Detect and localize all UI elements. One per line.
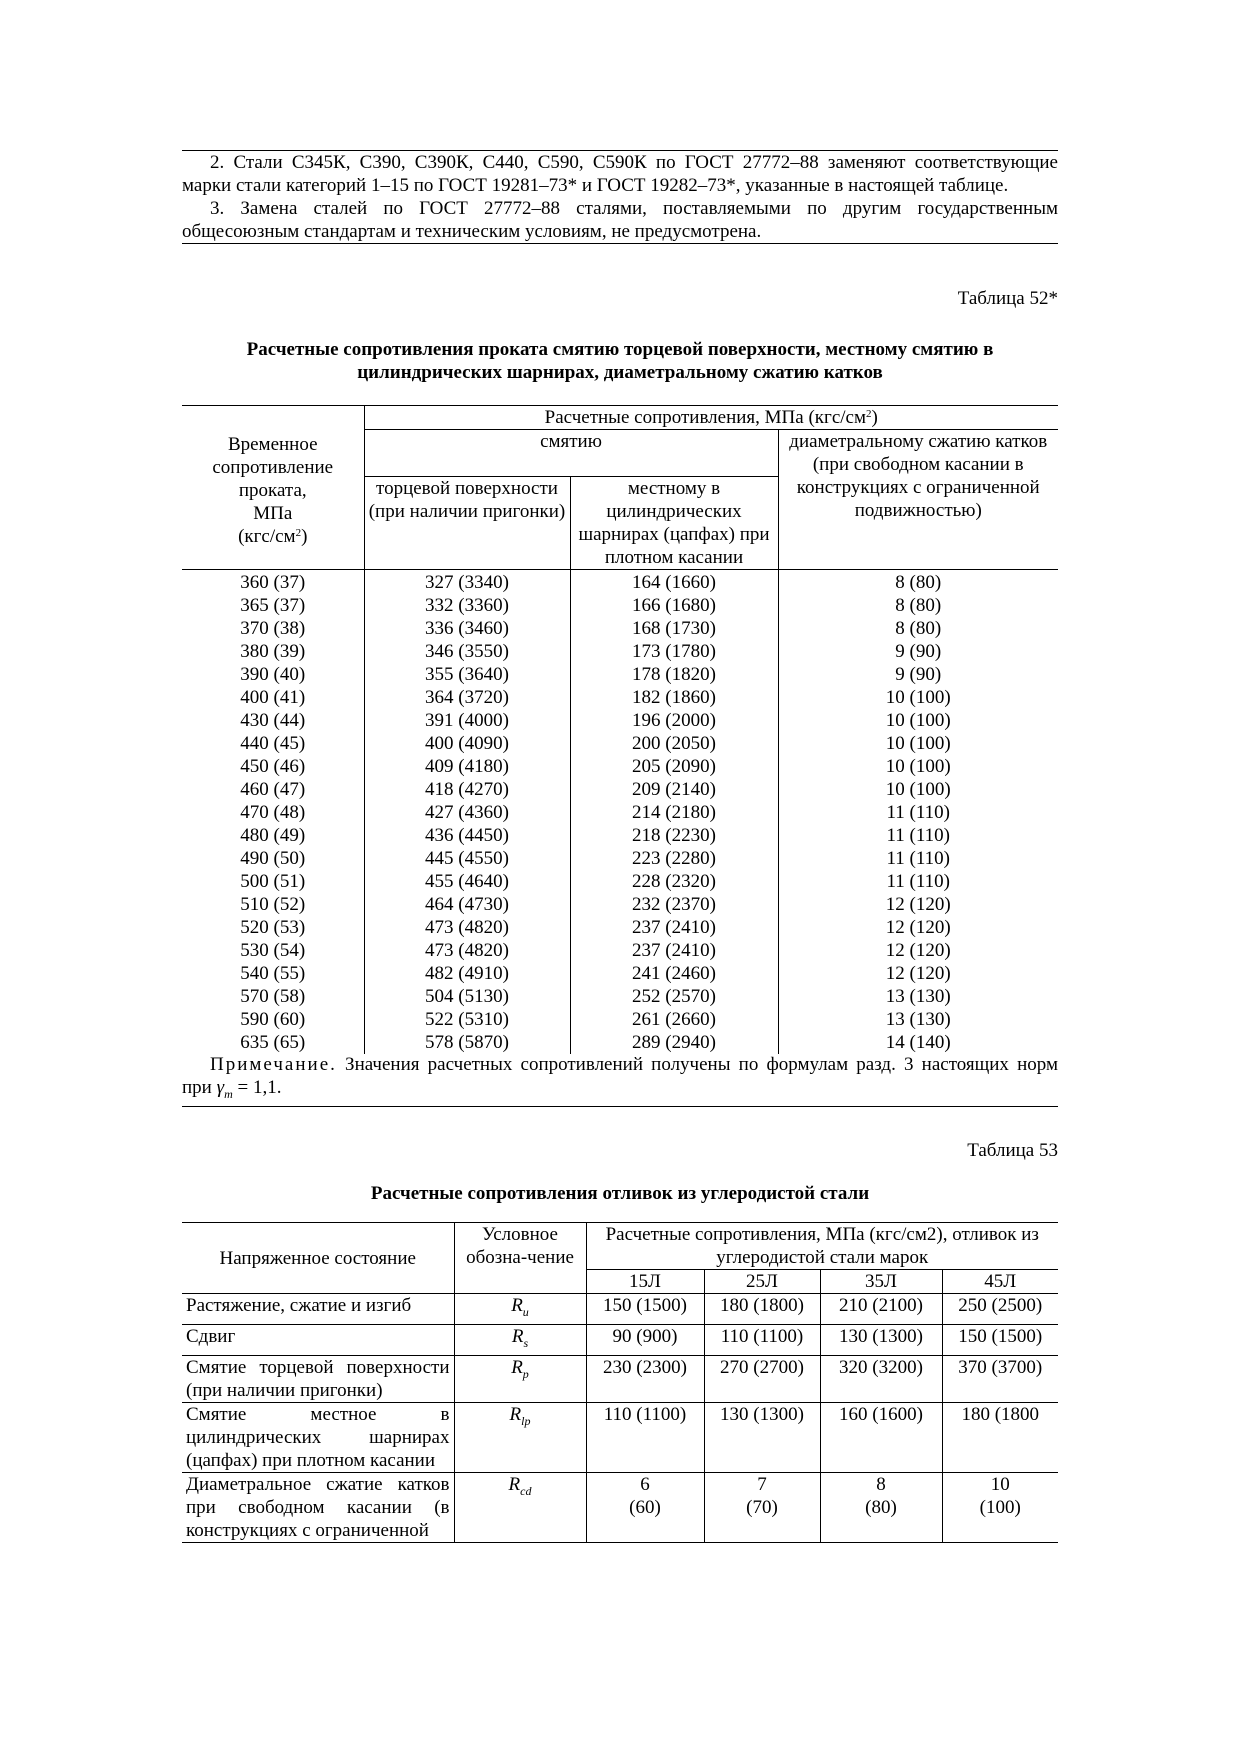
notes-block	[182, 150, 1058, 244]
symbol-letter: R	[511, 1356, 523, 1378]
state-cell: Растяжение, сжатие и изгиб	[182, 1294, 454, 1325]
table-row	[182, 570, 1058, 595]
symbol-cell	[454, 1294, 586, 1325]
value-cell: 230 (2300)	[586, 1355, 704, 1402]
grade-35l: 35Л	[820, 1270, 942, 1294]
table-cell: 400 (41)	[240, 687, 306, 708]
state-cell: Диаметральное сжатие катков при свободном касании (в конструкциях с ограниченной	[182, 1472, 454, 1542]
table-52-label: Таблица 52*	[957, 288, 1058, 309]
table-53-body	[182, 1294, 1058, 1543]
value-cell: 160 (1600)	[820, 1402, 942, 1472]
table-cell: 504 (5130)	[364, 985, 570, 1008]
table-cell: 178 (1820)	[570, 663, 778, 686]
table-cell: 252 (2570)	[570, 985, 778, 1008]
table-row	[182, 1031, 1058, 1054]
table-cell: 332 (3360)	[364, 594, 570, 617]
table-row	[182, 755, 1058, 778]
table-cell: 482 (4910)	[364, 962, 570, 985]
table-row	[182, 1324, 1058, 1355]
table-cell: 12 (120)	[778, 893, 1058, 916]
table-53-title: Расчетные сопротивления отливок из углеродистой стали	[370, 1183, 870, 1204]
table-cell: 455 (4640)	[364, 870, 570, 893]
header-group-text: Расчетные сопротивления, МПа (кгс/см	[544, 407, 866, 428]
table-cell: 11 (110)	[778, 824, 1058, 847]
table-row	[182, 778, 1058, 801]
header-group-close: )	[871, 407, 878, 428]
table-cell: 355 (3640)	[364, 663, 570, 686]
value-line: 7	[757, 1473, 767, 1495]
header-symbol: Условное обозна-чение	[454, 1223, 586, 1294]
table-row	[182, 686, 1058, 709]
note-3: 3. Замена сталей по ГОСТ 27772–88 сталями, поставляемыми по другим государственным общесоюзным стандартам и техническим условиям, не предусмотрена.	[182, 198, 1058, 242]
table-row	[182, 985, 1058, 1008]
table-cell: 480 (49)	[240, 825, 306, 846]
table-cell: 440 (45)	[240, 733, 306, 754]
table-row	[182, 732, 1058, 755]
table-cell: 168 (1730)	[570, 617, 778, 640]
header-group: Расчетные сопротивления, МПа $(кгс/см^2)$	[364, 406, 1058, 430]
note-text: Значения расчетных сопротивлений получены по формулам разд. 3 настоящих норм при	[182, 1054, 1058, 1098]
gamma-symbol: γ	[216, 1077, 225, 1098]
table-cell: 237 (2410)	[570, 939, 778, 962]
table-row	[182, 916, 1058, 939]
value-cell: 90 (900)	[586, 1324, 704, 1355]
table-row	[182, 709, 1058, 732]
value-cell: 130 (1300)	[820, 1324, 942, 1355]
note-label: Примечание.	[210, 1054, 337, 1075]
table-cell: 510 (52)	[240, 894, 306, 915]
header-torc: торцевой поверхности (при наличии пригонки)	[364, 477, 570, 570]
value-cell: 250 (2500)	[942, 1294, 1058, 1325]
table-row	[182, 824, 1058, 847]
header-grades-group: Расчетные сопротивления, МПа (кгс/см2), отливок из углеродистой стали марок	[586, 1223, 1058, 1270]
value-cell	[820, 1472, 942, 1542]
table-cell: 10 (100)	[778, 778, 1058, 801]
table-cell: 520 (53)	[240, 917, 306, 938]
table-cell: 232 (2370)	[570, 893, 778, 916]
value-cell: 150 (1500)	[586, 1294, 704, 1325]
table-cell: 380 (39)	[240, 641, 306, 662]
table-cell: 570 (58)	[240, 986, 306, 1007]
header-strength-unit: МПа	[253, 503, 293, 524]
table-cell: 182 (1860)	[570, 686, 778, 709]
value-line: (70)	[746, 1496, 778, 1518]
state-cell: Смятие местное в цилиндрических шарнирах (цапфах) при плотном касании	[182, 1402, 454, 1472]
value-cell: 210 (2100)	[820, 1294, 942, 1325]
table-cell: 196 (2000)	[570, 709, 778, 732]
table-cell: 9 (90)	[778, 640, 1058, 663]
table-cell: 209 (2140)	[570, 778, 778, 801]
value-cell	[704, 1472, 820, 1542]
table-cell: 418 (4270)	[364, 778, 570, 801]
grade-45l: 45Л	[942, 1270, 1058, 1294]
state-cell: Сдвиг	[182, 1324, 454, 1355]
table-cell: 400 (4090)	[364, 732, 570, 755]
table-cell: 11 (110)	[778, 801, 1058, 824]
table-cell: 450 (46)	[240, 756, 306, 777]
table-cell: 173 (1780)	[570, 640, 778, 663]
value-cell: 130 (1300)	[704, 1402, 820, 1472]
header-strength-text: Временное сопротивление проката,	[212, 434, 334, 501]
table-row	[182, 1294, 1058, 1325]
table-cell: 10 (100)	[778, 709, 1058, 732]
table-cell: 635 (65)	[240, 1032, 306, 1053]
value-line: 6	[640, 1473, 650, 1495]
state-cell: Смятие торцевой поверхности (при наличии пригонки)	[182, 1355, 454, 1402]
header-smyatiyu: смятию	[364, 430, 778, 477]
symbol-letter: R	[508, 1473, 521, 1495]
table-52-title: Расчетные сопротивления проката смятию торцевой поверхности, местному смятию в цилиндрических шарнирах, диаметральному сжатию катков	[246, 339, 994, 383]
table-cell: 391 (4000)	[364, 709, 570, 732]
table-cell: 12 (120)	[778, 962, 1058, 985]
table-cell: 166 (1680)	[570, 594, 778, 617]
table-cell: 261 (2660)	[570, 1008, 778, 1031]
table-53	[182, 1222, 1058, 1543]
symbol-subscript: cd	[520, 1483, 532, 1498]
table-cell: 473 (4820)	[364, 939, 570, 962]
grade-25l: 25Л	[704, 1270, 820, 1294]
header-diam-note: (при свободном касании в конструкциях с ограниченной подвижностью)	[796, 454, 1040, 521]
value-cell: 370 (3700)	[942, 1355, 1058, 1402]
symbol-letter: R	[511, 1295, 523, 1316]
table-row	[182, 801, 1058, 824]
table-cell: 590 (60)	[240, 1009, 306, 1030]
table-cell: 205 (2090)	[570, 755, 778, 778]
table-cell: 164 (1660)	[570, 570, 778, 595]
value-line: (60)	[629, 1496, 661, 1518]
value-cell: 180 (1800)	[704, 1294, 820, 1325]
table-52-body	[182, 570, 1058, 1055]
table-cell: 327 (3340)	[364, 570, 570, 595]
table-row	[182, 594, 1058, 617]
value-cell: 110 (1100)	[704, 1324, 820, 1355]
header-strength: Временное сопротивление проката, МПа $(кгс/см^2)$	[182, 406, 364, 570]
table-cell: 214 (2180)	[570, 801, 778, 824]
note-2: 2. Стали С345К, С390, С390К, С440, С590, С590К по ГОСТ 27772–88 заменяют соответствующие марки стали категорий 1–15 по ГОСТ 19281–73* и ГОСТ 19282–73*, указанные в настоящей таблице.	[182, 152, 1058, 196]
table-cell: 237 (2410)	[570, 916, 778, 939]
table-52-note	[182, 1053, 1058, 1107]
table-cell: 500 (51)	[240, 871, 306, 892]
table-row	[182, 1402, 1058, 1472]
value-cell: 320 (3200)	[820, 1355, 942, 1402]
table-cell: 530 (54)	[240, 940, 306, 961]
table-53-label: Таблица 53	[967, 1140, 1058, 1161]
table-cell: 390 (40)	[240, 664, 306, 685]
table-cell: 8 (80)	[778, 570, 1058, 595]
table-row	[182, 847, 1058, 870]
table-cell: 336 (3460)	[364, 617, 570, 640]
table-52	[182, 405, 1058, 1054]
value-line: (80)	[865, 1496, 897, 1518]
table-cell: 430 (44)	[240, 710, 306, 731]
gamma-subscript: m	[224, 1086, 233, 1101]
table-cell: 223 (2280)	[570, 847, 778, 870]
table-cell: 370 (38)	[240, 618, 306, 639]
table-cell: 460 (47)	[240, 779, 306, 800]
table-row	[182, 1355, 1058, 1402]
table-cell: 8 (80)	[778, 594, 1058, 617]
table-row	[182, 663, 1058, 686]
symbol-cell	[454, 1355, 586, 1402]
symbol-subscript: u	[522, 1304, 529, 1319]
table-row	[182, 893, 1058, 916]
header-strength-unit2-close: )	[301, 526, 308, 547]
table-cell: 436 (4450)	[364, 824, 570, 847]
value-cell: 110 (1100)	[586, 1402, 704, 1472]
table-cell: 470 (48)	[240, 802, 306, 823]
value-cell: 270 (2700)	[704, 1355, 820, 1402]
table-cell: 10 (100)	[778, 686, 1058, 709]
table-cell: 364 (3720)	[364, 686, 570, 709]
table-cell: 409 (4180)	[364, 755, 570, 778]
table-cell: 365 (37)	[240, 595, 306, 616]
symbol-cell	[454, 1472, 586, 1542]
value-cell: 150 (1500)	[942, 1324, 1058, 1355]
symbol-cell	[454, 1402, 586, 1472]
header-state: Напряженное состояние	[182, 1223, 454, 1294]
table-cell: 346 (3550)	[364, 640, 570, 663]
table-cell: 10 (100)	[778, 732, 1058, 755]
value-line: 10	[990, 1473, 1010, 1495]
symbol-subscript: s	[523, 1335, 529, 1350]
table-cell: 360 (37)	[240, 572, 306, 593]
table-cell: 9 (90)	[778, 663, 1058, 686]
table-cell: 473 (4820)	[364, 916, 570, 939]
table-row	[182, 640, 1058, 663]
grade-15l: 15Л	[586, 1270, 704, 1294]
table-cell: 464 (4730)	[364, 893, 570, 916]
symbol-subscript: p	[522, 1366, 529, 1381]
table-cell: 540 (55)	[240, 963, 306, 984]
table-row	[182, 962, 1058, 985]
value-line: (100)	[979, 1496, 1021, 1518]
table-cell: 13 (130)	[778, 1008, 1058, 1031]
table-cell: 13 (130)	[778, 985, 1058, 1008]
table-cell: 14 (140)	[778, 1031, 1058, 1054]
header-diam-text: диаметральному сжатию катков	[789, 431, 1048, 452]
table-row	[182, 870, 1058, 893]
table-cell: 427 (4360)	[364, 801, 570, 824]
symbol-letter: R	[509, 1403, 522, 1425]
table-row	[182, 1472, 1058, 1542]
value-cell: 180 (1800	[942, 1402, 1058, 1472]
table-cell: 12 (120)	[778, 916, 1058, 939]
table-cell: 522 (5310)	[364, 1008, 570, 1031]
symbol-letter: R	[511, 1325, 524, 1347]
note-tail: = 1,1.	[232, 1077, 282, 1098]
table-cell: 578 (5870)	[364, 1031, 570, 1054]
table-cell: 241 (2460)	[570, 962, 778, 985]
value-line: 8	[876, 1473, 886, 1495]
table-cell: 11 (110)	[778, 870, 1058, 893]
table-cell: 228 (2320)	[570, 870, 778, 893]
table-cell: 11 (110)	[778, 847, 1058, 870]
table-row	[182, 939, 1058, 962]
value-cell	[942, 1472, 1058, 1542]
table-cell: 8 (80)	[778, 617, 1058, 640]
table-cell: 10 (100)	[778, 755, 1058, 778]
table-cell: 289 (2940)	[570, 1031, 778, 1054]
table-row	[182, 1008, 1058, 1031]
table-cell: 200 (2050)	[570, 732, 778, 755]
table-row	[182, 617, 1058, 640]
symbol-cell	[454, 1324, 586, 1355]
table-cell: 490 (50)	[240, 848, 306, 869]
header-local: местному в цилиндрических шарнирах (цапфах) при плотном касании	[570, 477, 778, 570]
header-diam	[778, 430, 1058, 570]
table-cell: 12 (120)	[778, 939, 1058, 962]
value-cell	[586, 1472, 704, 1542]
table-cell: 445 (4550)	[364, 847, 570, 870]
symbol-subscript: lp	[521, 1413, 531, 1428]
table-cell: 218 (2230)	[570, 824, 778, 847]
header-strength-unit2: (кгс/см	[238, 526, 296, 547]
